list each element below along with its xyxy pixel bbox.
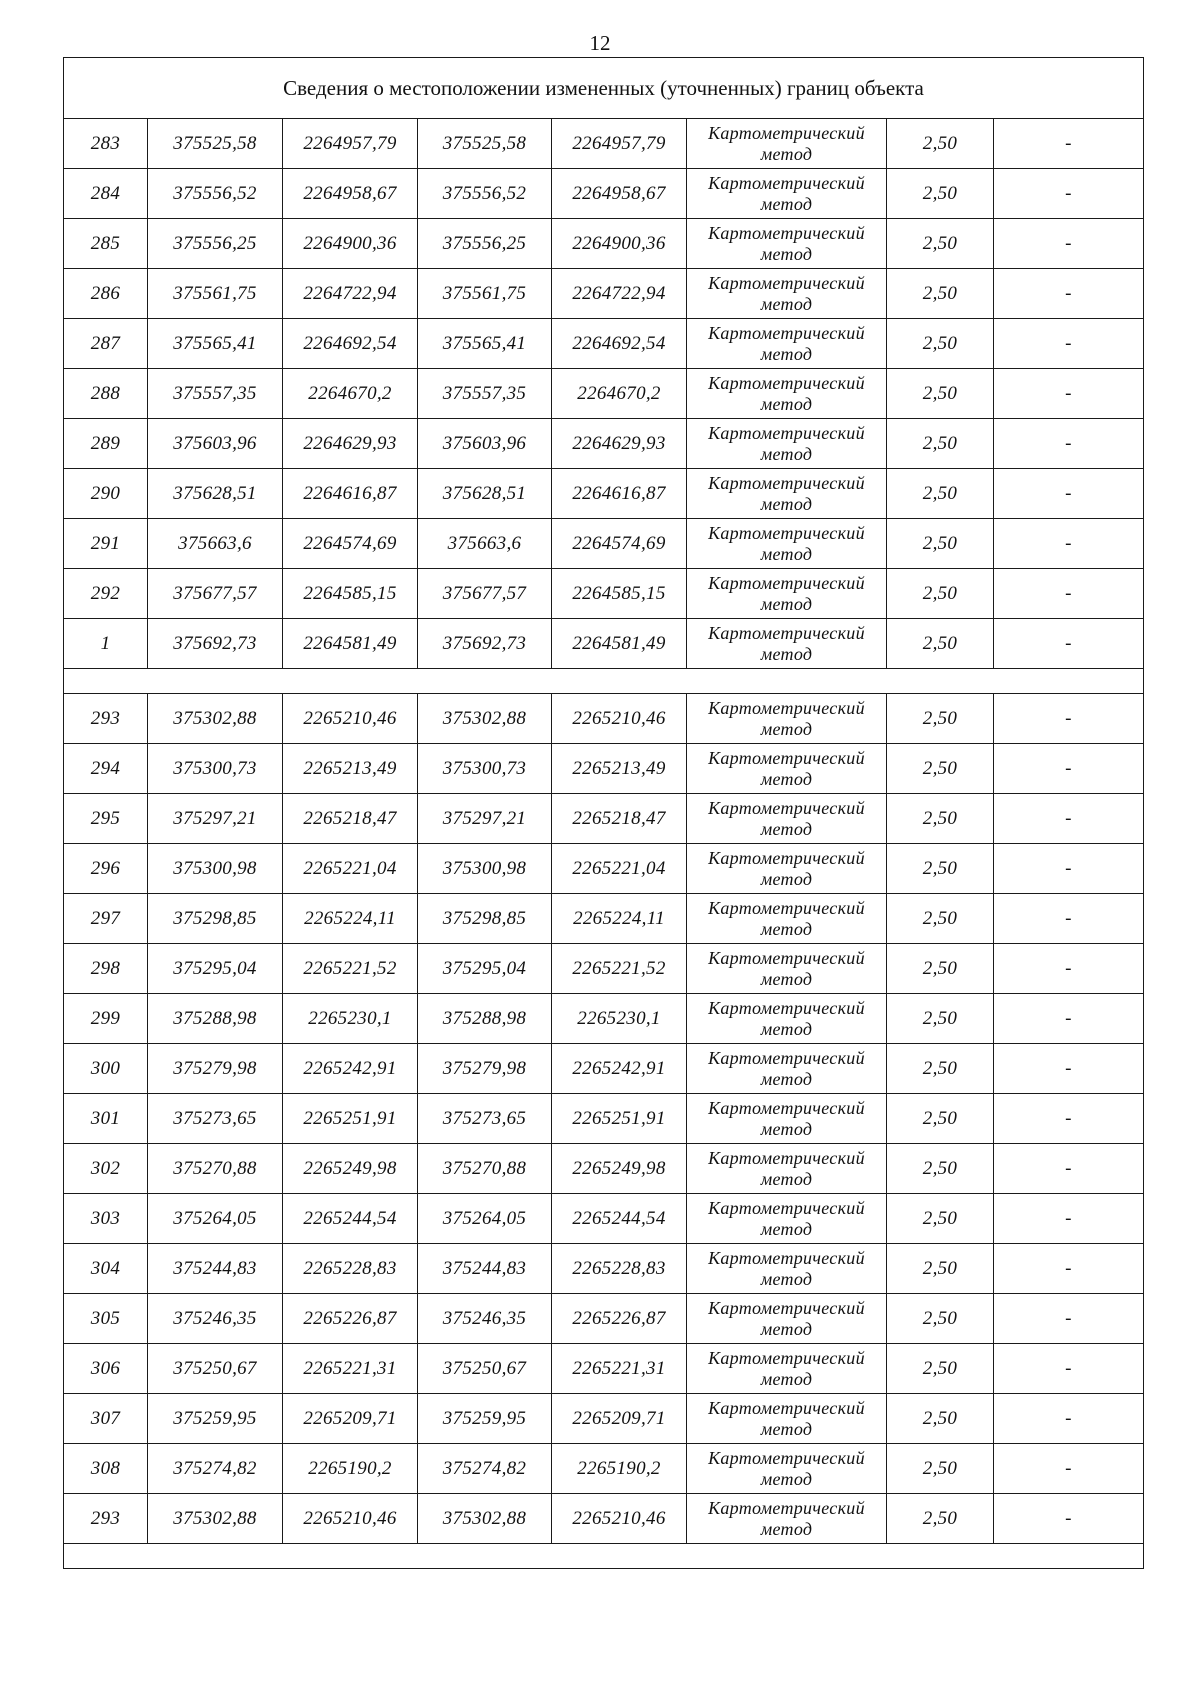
existing-y-cell: 2265251,91: [283, 1094, 418, 1144]
table-title-row: [64, 58, 1144, 119]
method-cell: Картометрический метод: [687, 994, 887, 1044]
existing-y-cell: 2264958,67: [283, 169, 418, 219]
method-cell: Картометрический метод: [687, 169, 887, 219]
description-cell: -: [994, 519, 1144, 569]
method-cell: Картометрический метод: [687, 1194, 887, 1244]
new-y-cell: 2264581,49: [552, 619, 687, 669]
new-y-cell: 2264629,93: [552, 419, 687, 469]
table-title: Сведения о местоположении измененных (уточненных) границ объекта: [64, 58, 1144, 119]
point-number-cell: 299: [64, 994, 148, 1044]
accuracy-cell: 2,50: [887, 1094, 994, 1144]
table-row: [64, 1344, 1144, 1394]
description-cell: -: [994, 569, 1144, 619]
existing-x-cell: 375561,75: [148, 269, 283, 319]
new-y-cell: 2265209,71: [552, 1394, 687, 1444]
description-cell: -: [994, 169, 1144, 219]
existing-y-cell: 2264574,69: [283, 519, 418, 569]
description-cell: -: [994, 219, 1144, 269]
existing-y-cell: 2265218,47: [283, 794, 418, 844]
method-cell: Картометрический метод: [687, 1394, 887, 1444]
existing-x-cell: 375677,57: [148, 569, 283, 619]
new-x-cell: 375603,96: [418, 419, 552, 469]
point-number-cell: 300: [64, 1044, 148, 1094]
point-number-cell: 286: [64, 269, 148, 319]
new-x-cell: 375525,58: [418, 119, 552, 169]
description-cell: -: [994, 369, 1144, 419]
existing-y-cell: 2265226,87: [283, 1294, 418, 1344]
accuracy-cell: 2,50: [887, 1444, 994, 1494]
existing-x-cell: 375603,96: [148, 419, 283, 469]
existing-x-cell: 375663,6: [148, 519, 283, 569]
table-row: [64, 569, 1144, 619]
existing-x-cell: 375244,83: [148, 1244, 283, 1294]
existing-y-cell: 2265242,91: [283, 1044, 418, 1094]
accuracy-cell: 2,50: [887, 894, 994, 944]
new-x-cell: 375288,98: [418, 994, 552, 1044]
method-cell: Картометрический метод: [687, 319, 887, 369]
existing-y-cell: 2265209,71: [283, 1394, 418, 1444]
new-y-cell: 2265242,91: [552, 1044, 687, 1094]
description-cell: -: [994, 694, 1144, 744]
new-y-cell: 2264722,94: [552, 269, 687, 319]
point-number-cell: 287: [64, 319, 148, 369]
point-number-cell: 308: [64, 1444, 148, 1494]
table-row: [64, 219, 1144, 269]
accuracy-cell: 2,50: [887, 1394, 994, 1444]
method-cell: Картометрический метод: [687, 619, 887, 669]
new-x-cell: 375297,21: [418, 794, 552, 844]
existing-x-cell: 375295,04: [148, 944, 283, 994]
existing-x-cell: 375246,35: [148, 1294, 283, 1344]
existing-x-cell: 375297,21: [148, 794, 283, 844]
new-x-cell: 375300,73: [418, 744, 552, 794]
table-row: [64, 1144, 1144, 1194]
point-number-cell: 293: [64, 694, 148, 744]
existing-x-cell: 375259,95: [148, 1394, 283, 1444]
method-cell: Картометрический метод: [687, 844, 887, 894]
table-row: [64, 269, 1144, 319]
existing-y-cell: 2264900,36: [283, 219, 418, 269]
existing-x-cell: 375557,35: [148, 369, 283, 419]
table-body: [64, 58, 1144, 1569]
new-x-cell: 375565,41: [418, 319, 552, 369]
description-cell: -: [994, 469, 1144, 519]
existing-y-cell: 2265228,83: [283, 1244, 418, 1294]
description-cell: -: [994, 1494, 1144, 1544]
method-cell: Картометрический метод: [687, 369, 887, 419]
new-x-cell: 375556,52: [418, 169, 552, 219]
description-cell: -: [994, 994, 1144, 1044]
description-cell: -: [994, 744, 1144, 794]
point-number-cell: 303: [64, 1194, 148, 1244]
new-y-cell: 2264900,36: [552, 219, 687, 269]
new-y-cell: 2265190,2: [552, 1444, 687, 1494]
accuracy-cell: 2,50: [887, 1194, 994, 1244]
new-y-cell: 2265251,91: [552, 1094, 687, 1144]
method-cell: Картометрический метод: [687, 1444, 887, 1494]
table-row: [64, 994, 1144, 1044]
method-cell: Картометрический метод: [687, 519, 887, 569]
existing-x-cell: 375692,73: [148, 619, 283, 669]
method-cell: Картометрический метод: [687, 744, 887, 794]
new-x-cell: 375244,83: [418, 1244, 552, 1294]
new-x-cell: 375677,57: [418, 569, 552, 619]
accuracy-cell: 2,50: [887, 1144, 994, 1194]
new-y-cell: 2264585,15: [552, 569, 687, 619]
existing-y-cell: 2264616,87: [283, 469, 418, 519]
new-y-cell: 2264692,54: [552, 319, 687, 369]
existing-x-cell: 375525,58: [148, 119, 283, 169]
point-number-cell: 302: [64, 1144, 148, 1194]
description-cell: -: [994, 1194, 1144, 1244]
accuracy-cell: 2,50: [887, 844, 994, 894]
existing-x-cell: 375302,88: [148, 694, 283, 744]
table-row: [64, 319, 1144, 369]
table-row: [64, 1494, 1144, 1544]
description-cell: -: [994, 319, 1144, 369]
new-x-cell: 375264,05: [418, 1194, 552, 1244]
method-cell: Картометрический метод: [687, 269, 887, 319]
existing-x-cell: 375565,41: [148, 319, 283, 369]
point-number-cell: 297: [64, 894, 148, 944]
new-y-cell: 2265221,52: [552, 944, 687, 994]
new-y-cell: 2265226,87: [552, 1294, 687, 1344]
new-y-cell: 2264616,87: [552, 469, 687, 519]
description-cell: -: [994, 1044, 1144, 1094]
accuracy-cell: 2,50: [887, 519, 994, 569]
point-number-cell: 293: [64, 1494, 148, 1544]
table-row: [64, 619, 1144, 669]
accuracy-cell: 2,50: [887, 994, 994, 1044]
point-number-cell: 304: [64, 1244, 148, 1294]
existing-x-cell: 375556,52: [148, 169, 283, 219]
new-x-cell: 375663,6: [418, 519, 552, 569]
accuracy-cell: 2,50: [887, 1344, 994, 1394]
existing-y-cell: 2265190,2: [283, 1444, 418, 1494]
point-number-cell: 305: [64, 1294, 148, 1344]
method-cell: Картометрический метод: [687, 1294, 887, 1344]
method-cell: Картометрический метод: [687, 469, 887, 519]
table-row: [64, 519, 1144, 569]
point-number-cell: 288: [64, 369, 148, 419]
method-cell: Картометрический метод: [687, 794, 887, 844]
new-y-cell: 2264670,2: [552, 369, 687, 419]
description-cell: -: [994, 844, 1144, 894]
new-x-cell: 375274,82: [418, 1444, 552, 1494]
method-cell: Картометрический метод: [687, 419, 887, 469]
table-row: [64, 944, 1144, 994]
table-row: [64, 1094, 1144, 1144]
new-x-cell: 375298,85: [418, 894, 552, 944]
method-cell: Картометрический метод: [687, 219, 887, 269]
existing-y-cell: 2265244,54: [283, 1194, 418, 1244]
point-number-cell: 283: [64, 119, 148, 169]
table-row: [64, 1194, 1144, 1244]
existing-x-cell: 375298,85: [148, 894, 283, 944]
point-number-cell: 296: [64, 844, 148, 894]
accuracy-cell: 2,50: [887, 694, 994, 744]
description-cell: -: [994, 419, 1144, 469]
new-y-cell: 2264574,69: [552, 519, 687, 569]
new-y-cell: 2265221,31: [552, 1344, 687, 1394]
table-row: [64, 744, 1144, 794]
existing-y-cell: 2265210,46: [283, 1494, 418, 1544]
new-x-cell: 375556,25: [418, 219, 552, 269]
description-cell: -: [994, 119, 1144, 169]
point-number-cell: 295: [64, 794, 148, 844]
new-y-cell: 2265244,54: [552, 1194, 687, 1244]
new-y-cell: 2265228,83: [552, 1244, 687, 1294]
table-row: [64, 1044, 1144, 1094]
point-number-cell: 291: [64, 519, 148, 569]
point-number-cell: 307: [64, 1394, 148, 1444]
new-x-cell: 375273,65: [418, 1094, 552, 1144]
existing-y-cell: 2265249,98: [283, 1144, 418, 1194]
table-row: [64, 369, 1144, 419]
table-row: [64, 794, 1144, 844]
description-cell: -: [994, 894, 1144, 944]
existing-x-cell: 375302,88: [148, 1494, 283, 1544]
new-x-cell: 375300,98: [418, 844, 552, 894]
method-cell: Картометрический метод: [687, 1094, 887, 1144]
block-separator-row: [64, 1544, 1144, 1569]
existing-x-cell: 375300,98: [148, 844, 283, 894]
description-cell: -: [994, 269, 1144, 319]
accuracy-cell: 2,50: [887, 419, 994, 469]
existing-x-cell: 375274,82: [148, 1444, 283, 1494]
new-y-cell: 2265213,49: [552, 744, 687, 794]
method-cell: Картометрический метод: [687, 1144, 887, 1194]
block-separator-row: [64, 669, 1144, 694]
new-y-cell: 2264957,79: [552, 119, 687, 169]
table-row: [64, 694, 1144, 744]
point-number-cell: 1: [64, 619, 148, 669]
existing-y-cell: 2264670,2: [283, 369, 418, 419]
table-row: [64, 469, 1144, 519]
accuracy-cell: 2,50: [887, 1244, 994, 1294]
description-cell: -: [994, 794, 1144, 844]
description-cell: -: [994, 1394, 1144, 1444]
point-number-cell: 292: [64, 569, 148, 619]
existing-x-cell: 375628,51: [148, 469, 283, 519]
point-number-cell: 294: [64, 744, 148, 794]
accuracy-cell: 2,50: [887, 369, 994, 419]
table-row: [64, 844, 1144, 894]
table-row: [64, 1394, 1144, 1444]
point-number-cell: 285: [64, 219, 148, 269]
existing-y-cell: 2264722,94: [283, 269, 418, 319]
existing-y-cell: 2265213,49: [283, 744, 418, 794]
table-row: [64, 119, 1144, 169]
accuracy-cell: 2,50: [887, 1294, 994, 1344]
new-y-cell: 2265224,11: [552, 894, 687, 944]
new-y-cell: 2264958,67: [552, 169, 687, 219]
method-cell: Картометрический метод: [687, 694, 887, 744]
new-x-cell: 375557,35: [418, 369, 552, 419]
existing-x-cell: 375250,67: [148, 1344, 283, 1394]
existing-x-cell: 375270,88: [148, 1144, 283, 1194]
method-cell: Картометрический метод: [687, 1244, 887, 1294]
accuracy-cell: 2,50: [887, 1494, 994, 1544]
existing-y-cell: 2264957,79: [283, 119, 418, 169]
existing-x-cell: 375556,25: [148, 219, 283, 269]
accuracy-cell: 2,50: [887, 944, 994, 994]
method-cell: Картометрический метод: [687, 1344, 887, 1394]
description-cell: -: [994, 1444, 1144, 1494]
table-row: [64, 894, 1144, 944]
point-number-cell: 284: [64, 169, 148, 219]
block-separator-cell: [64, 1544, 1144, 1569]
existing-y-cell: 2265210,46: [283, 694, 418, 744]
accuracy-cell: 2,50: [887, 1044, 994, 1094]
existing-y-cell: 2265230,1: [283, 994, 418, 1044]
method-cell: Картометрический метод: [687, 1494, 887, 1544]
point-number-cell: 301: [64, 1094, 148, 1144]
method-cell: Картометрический метод: [687, 569, 887, 619]
table-row: [64, 1244, 1144, 1294]
new-y-cell: 2265221,04: [552, 844, 687, 894]
description-cell: -: [994, 1344, 1144, 1394]
new-y-cell: 2265230,1: [552, 994, 687, 1044]
existing-x-cell: 375273,65: [148, 1094, 283, 1144]
existing-y-cell: 2265221,04: [283, 844, 418, 894]
accuracy-cell: 2,50: [887, 794, 994, 844]
new-x-cell: 375279,98: [418, 1044, 552, 1094]
page-number: 12: [589, 31, 611, 55]
accuracy-cell: 2,50: [887, 619, 994, 669]
new-y-cell: 2265210,46: [552, 1494, 687, 1544]
accuracy-cell: 2,50: [887, 219, 994, 269]
new-x-cell: 375561,75: [418, 269, 552, 319]
new-x-cell: 375628,51: [418, 469, 552, 519]
existing-x-cell: 375300,73: [148, 744, 283, 794]
method-cell: Картометрический метод: [687, 944, 887, 994]
description-cell: -: [994, 944, 1144, 994]
method-cell: Картометрический метод: [687, 119, 887, 169]
point-number-cell: 290: [64, 469, 148, 519]
existing-y-cell: 2265221,52: [283, 944, 418, 994]
existing-y-cell: 2265224,11: [283, 894, 418, 944]
table-row: [64, 169, 1144, 219]
point-number-cell: 289: [64, 419, 148, 469]
new-x-cell: 375295,04: [418, 944, 552, 994]
method-cell: Картометрический метод: [687, 1044, 887, 1094]
accuracy-cell: 2,50: [887, 269, 994, 319]
accuracy-cell: 2,50: [887, 119, 994, 169]
existing-y-cell: 2264581,49: [283, 619, 418, 669]
description-cell: -: [994, 1294, 1144, 1344]
accuracy-cell: 2,50: [887, 319, 994, 369]
description-cell: -: [994, 1144, 1144, 1194]
new-x-cell: 375270,88: [418, 1144, 552, 1194]
point-number-cell: 306: [64, 1344, 148, 1394]
new-y-cell: 2265249,98: [552, 1144, 687, 1194]
new-x-cell: 375250,67: [418, 1344, 552, 1394]
new-y-cell: 2265218,47: [552, 794, 687, 844]
table-row: [64, 1294, 1144, 1344]
new-x-cell: 375246,35: [418, 1294, 552, 1344]
existing-x-cell: 375288,98: [148, 994, 283, 1044]
description-cell: -: [994, 1244, 1144, 1294]
table-row: [64, 1444, 1144, 1494]
new-x-cell: 375259,95: [418, 1394, 552, 1444]
existing-y-cell: 2264629,93: [283, 419, 418, 469]
existing-x-cell: 375264,05: [148, 1194, 283, 1244]
existing-y-cell: 2265221,31: [283, 1344, 418, 1394]
new-x-cell: 375692,73: [418, 619, 552, 669]
existing-x-cell: 375279,98: [148, 1044, 283, 1094]
accuracy-cell: 2,50: [887, 469, 994, 519]
block-separator-cell: [64, 669, 1144, 694]
boundary-coordinates-table: [63, 57, 1144, 1569]
accuracy-cell: 2,50: [887, 744, 994, 794]
method-cell: Картометрический метод: [687, 894, 887, 944]
description-cell: -: [994, 619, 1144, 669]
accuracy-cell: 2,50: [887, 169, 994, 219]
existing-y-cell: 2264692,54: [283, 319, 418, 369]
point-number-cell: 298: [64, 944, 148, 994]
existing-y-cell: 2264585,15: [283, 569, 418, 619]
table-row: [64, 419, 1144, 469]
new-y-cell: 2265210,46: [552, 694, 687, 744]
new-x-cell: 375302,88: [418, 1494, 552, 1544]
accuracy-cell: 2,50: [887, 569, 994, 619]
description-cell: -: [994, 1094, 1144, 1144]
new-x-cell: 375302,88: [418, 694, 552, 744]
